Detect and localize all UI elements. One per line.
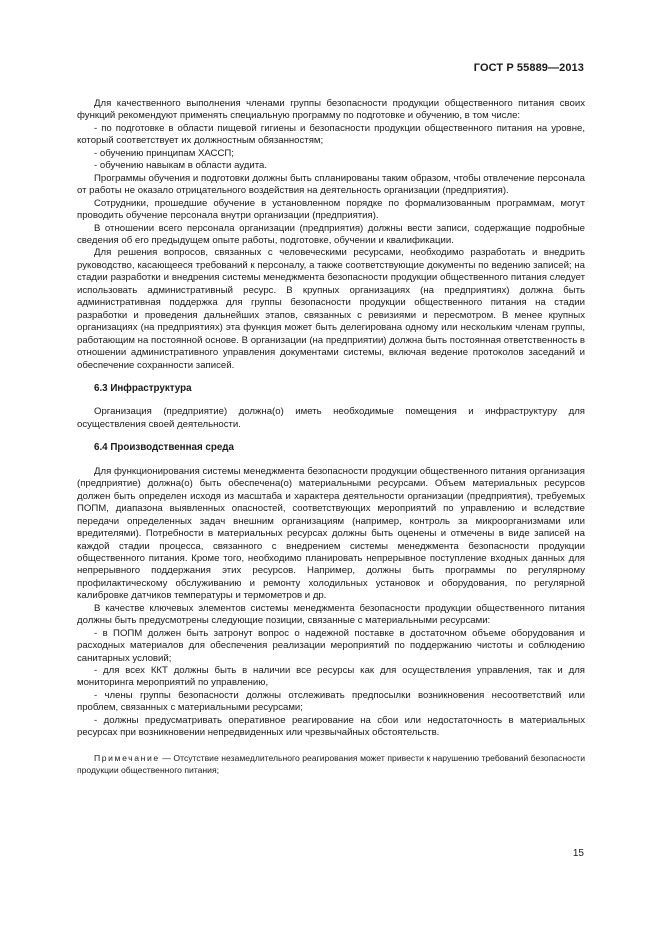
paragraph: Организация (предприятие) должна(о) иметь необходимые помещения и инфраструктуру для осуществления своей деятельности. — [77, 406, 585, 430]
paragraph: Программы обучения и подготовки должны быть спланированы таким образом, чтобы отвлечение персонала от работы не оказало отрицательного воздействия на деятельность организации (предприятия). — [77, 172, 585, 197]
list-item: - обучению навыкам в области аудита. — [94, 160, 268, 172]
paragraph: Для функционирования системы менеджмента безопасности продукции общественного питания организация (предприятие) должна(о) быть обеспечена(о) материальными ресурсами. Объем материальных ресурсов должен быть определен исходя из масштаба и характера деятельности организации (предприятия), требуемых ПОПМ, диапазона выявленных опасностей, соответствующих мероприятий по управлению и вследствие передачи определенных задач внешним организациям (например, контроль за микроорганизмами или вредителями). Потребности в материальных ресурсах должны быть оценены и отмечены в виде записей на каждой стадии процесса, связанного с внедрением системы менеджмента безопасности продукции общественного питания. Кроме того, необходимо планировать непрерывное поступление входных данных для непрерывного поддержания этих ресурсов. Например, должны быть программы по регулярному профилактическому обслуживанию и ремонту холодильных установок и оборудования, по регулярной калибровке датчиков температуры и термометров и др. — [77, 465, 585, 602]
list-item: - для всех ККТ должны быть в наличии все ресурсы как для осуществления управления, так и для мониторинга мероприятий по управлению, — [77, 665, 585, 689]
paragraph: Для решения вопросов, связанных с человеческими ресурсами, необходимо разработать и внедрить руководство, касающееся требований к персоналу, а также соответствующие документы по ведению записей; на стадии разработки и внедрения системы менеджмента безопасности продукции общественного питания следует использовать административный ресурс. В крупных организациях (на предприятиях) должна быть административная поддержка для группы безопасности продукции общественного питания на стадии разработки и проведения дальнейших этапов, связанных с ревизиями и пересмотром. В менее крупных организациях (на предприятиях) эта функция может быть делегирована одному или нескольким членам группы, работающим на постоянной основе. В организации (на предприятии) должна быть постоянная ответственность в отношении административного управления документами системы, включая ведение протоколов заседаний и обеспечение сохранности записей. — [77, 247, 585, 371]
list-item: - должны предусматривать оперативное реагирование на сбои или недостаточность в материальных ресурсах при возникновении непредвиденных или чрезвычайных обстоятельств. — [77, 714, 585, 739]
list-item: - по подготовке в области пищевой гигиены и безопасности продукции общественного питания на уровне, который соответствует их должностным обязанностям; — [77, 122, 585, 147]
note-label: Примечание — [94, 752, 160, 763]
document-standard-id: ГОСТ Р 55889—2013 — [473, 62, 584, 74]
paragraph: Для качественного выполнения членами группы безопасности продукции общественного питания своих функций рекомендуют применять специальную программу по подготовке и обучению, в том числе: — [77, 98, 585, 122]
section-heading-6-4: 6.4 Производственная среда — [94, 442, 234, 454]
section-heading-6-3: 6.3 Инфраструктура — [94, 382, 192, 394]
page-number: 15 — [572, 848, 584, 859]
list-item: - в ПОПМ должен быть затронут вопрос о надежной поставке в достаточном объеме оборудования и расходных материалов для обеспечения реализации мероприятий по поддержанию чистоты и соблюдению санитарных условий; — [77, 627, 585, 664]
note-text: Отсутствие незамедлительного реагирования может привести к нарушению требований безопасности продукции общественного питания; — [77, 752, 585, 775]
note-dash: — — [159, 752, 174, 763]
main-content — [77, 98, 585, 776]
note — [77, 752, 585, 776]
list-item: - обучению принципам ХАССП; — [94, 147, 234, 159]
paragraph: Сотрудники, прошедшие обучение в установленном порядке по формализованным программам, могут проводить обучение персонала внутри организации (предприятия). — [77, 197, 585, 222]
paragraph: В качестве ключевых элементов системы менеджмента безопасности продукции общественного питания должны быть предусмотрены следующие позиции, связанные с материальными ресурсами: — [77, 602, 585, 627]
list-item: - члены группы безопасности должны отслеживать предпосылки возникновения несоответствий или проблем, связанных с материальными ресурсами; — [77, 689, 585, 714]
paragraph: В отношении всего персонала организации (предприятия) должны вести записи, содержащие подробные сведения об его предыдущем опыте работы, подготовке, обучении и квалификации. — [77, 222, 585, 246]
